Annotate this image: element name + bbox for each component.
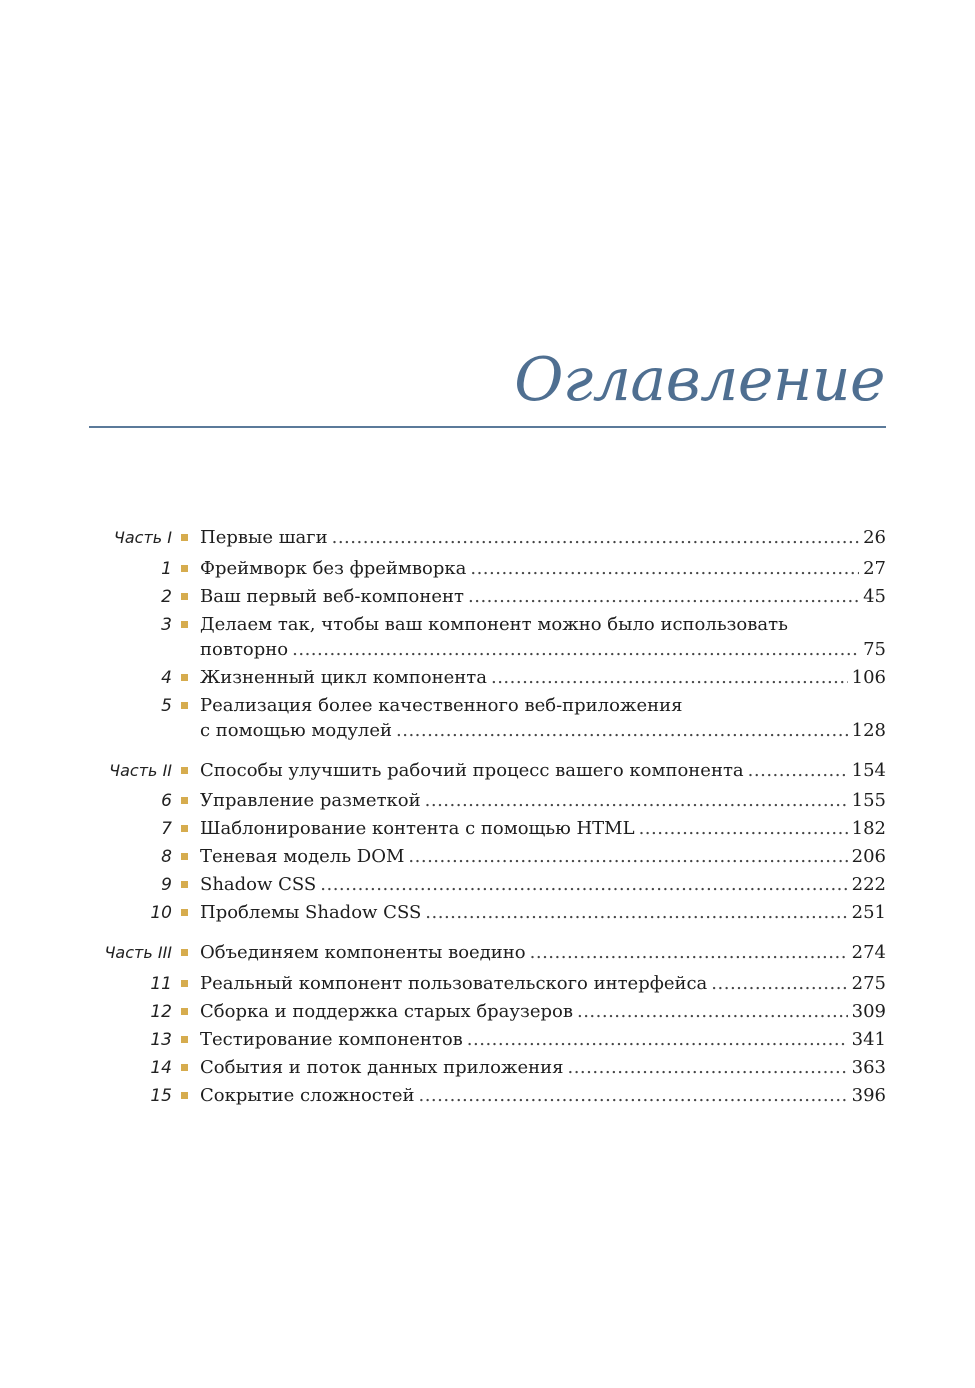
dot-leader — [530, 939, 848, 967]
entry-title: Ваш первый веб-компонент — [200, 586, 464, 607]
bullet-icon — [181, 1092, 188, 1099]
dot-leader — [468, 583, 859, 611]
entry-line — [200, 871, 886, 899]
entry-page: 341 — [851, 1029, 886, 1050]
entry-page: 182 — [851, 818, 886, 839]
toc-entry-chapter-7[interactable] — [0, 815, 975, 843]
entry-number: 14 — [150, 1058, 172, 1078]
bullet-icon — [181, 1064, 188, 1071]
entry-title: Сокрытие сложностей — [200, 1085, 415, 1106]
entry-page: 106 — [851, 667, 886, 688]
bullet-icon — [181, 565, 188, 572]
entry-line — [200, 1054, 886, 1082]
entry-line — [200, 899, 886, 927]
entry-number: 13 — [150, 1030, 172, 1050]
entry-number: Часть II — [109, 761, 172, 780]
bullet-icon — [181, 909, 188, 916]
entry-line — [200, 757, 886, 785]
entry-number: 8 — [161, 847, 172, 867]
dot-leader — [425, 787, 848, 815]
toc-entry-chapter-14[interactable] — [0, 1054, 975, 1082]
entry-number: 12 — [150, 1002, 172, 1022]
entry-page: 128 — [851, 720, 886, 741]
entry-page: 154 — [851, 760, 886, 781]
dot-leader — [491, 664, 848, 692]
entry-title: Теневая модель DOM — [200, 846, 405, 867]
bullet-icon — [181, 593, 188, 600]
toc-entry-chapter-10[interactable] — [0, 899, 975, 927]
entry-number: 10 — [150, 903, 172, 923]
entry-line — [200, 555, 886, 583]
entry-page: 75 — [863, 639, 886, 660]
bullet-icon — [181, 853, 188, 860]
bullet-icon — [181, 797, 188, 804]
entry-line — [200, 664, 886, 692]
toc-entry-chapter-2[interactable] — [0, 583, 975, 611]
dot-leader — [567, 1054, 847, 1082]
entry-number: 15 — [150, 1086, 172, 1106]
entry-page: 27 — [863, 558, 886, 579]
entry-title: Первые шаги — [200, 527, 328, 548]
bullet-icon — [181, 621, 188, 628]
entry-number: 7 — [161, 819, 172, 839]
entry-line — [200, 1026, 886, 1054]
bullet-icon — [181, 534, 188, 541]
page-title: Оглавление — [514, 345, 885, 415]
entry-title: Управление разметкой — [200, 790, 421, 811]
entry-page: 363 — [851, 1057, 886, 1078]
dot-leader — [577, 998, 848, 1026]
entry-title: Тестирование компонентов — [200, 1029, 463, 1050]
entry-page: 274 — [851, 942, 886, 963]
dot-leader — [470, 555, 859, 583]
entry-line — [200, 843, 886, 871]
entry-title: Объединяем компоненты воедино — [200, 942, 526, 963]
toc-entry-chapter-11[interactable] — [0, 970, 975, 998]
toc-entry-chapter-3[interactable] — [0, 611, 975, 639]
entry-page: 155 — [851, 790, 886, 811]
entry-title: Реальный компонент пользовательского интерфейса — [200, 973, 708, 994]
dot-leader — [711, 970, 847, 998]
bullet-icon — [181, 702, 188, 709]
entry-line — [200, 815, 886, 843]
dot-leader — [292, 636, 859, 664]
entry-title: Shadow CSS — [200, 874, 317, 895]
dot-leader — [639, 815, 848, 843]
entry-title: События и поток данных приложения — [200, 1057, 564, 1078]
entry-number: 11 — [150, 974, 172, 994]
toc-entry-chapter-3-cont[interactable] — [0, 636, 975, 664]
entry-number: 3 — [161, 615, 172, 635]
bullet-icon — [181, 881, 188, 888]
entry-page: 26 — [863, 527, 886, 548]
toc-entry-chapter-15[interactable] — [0, 1082, 975, 1110]
dot-leader — [418, 1082, 847, 1110]
entry-line — [200, 524, 886, 552]
bullet-icon — [181, 825, 188, 832]
entry-number: 2 — [161, 587, 172, 607]
toc-entry-part-1[interactable] — [0, 524, 975, 552]
entry-line — [200, 692, 886, 720]
entry-title: Шаблонирование контента с помощью HTML — [200, 818, 635, 839]
entry-page: 275 — [851, 973, 886, 994]
entry-line — [200, 611, 886, 639]
entry-number: Часть I — [113, 528, 172, 547]
entry-title: Реализация более качественного веб-приложения — [200, 695, 683, 716]
entry-title: Фреймворк без фреймворка — [200, 558, 467, 579]
entry-number: 1 — [161, 559, 172, 579]
bullet-icon — [181, 949, 188, 956]
toc-entry-chapter-12[interactable] — [0, 998, 975, 1026]
toc-entry-chapter-5[interactable] — [0, 692, 975, 720]
entry-title-cont: повторно — [200, 639, 289, 660]
toc-entry-chapter-4[interactable] — [0, 664, 975, 692]
entry-line — [200, 717, 886, 745]
dot-leader — [425, 899, 847, 927]
entry-number: 6 — [161, 791, 172, 811]
entry-title: Делаем так, чтобы ваш компонент можно было использовать — [200, 614, 788, 635]
entry-line — [200, 583, 886, 611]
toc-entry-chapter-1[interactable] — [0, 555, 975, 583]
entry-title: Жизненный цикл компонента — [200, 667, 487, 688]
bullet-icon — [181, 767, 188, 774]
dot-leader — [396, 717, 848, 745]
dot-leader — [467, 1026, 848, 1054]
entry-number: 9 — [161, 875, 172, 895]
entry-title: Проблемы Shadow CSS — [200, 902, 422, 923]
entry-line — [200, 998, 886, 1026]
entry-line — [200, 787, 886, 815]
dot-leader — [332, 524, 859, 552]
entry-page: 309 — [851, 1001, 886, 1022]
toc-entry-chapter-5-cont[interactable] — [0, 717, 975, 745]
entry-page: 206 — [851, 846, 886, 867]
entry-title-cont: с помощью модулей — [200, 720, 392, 741]
toc-entry-chapter-8[interactable] — [0, 843, 975, 871]
entry-line — [200, 636, 886, 664]
entry-title: Способы улучшить рабочий процесс вашего компонента — [200, 760, 744, 781]
dot-leader — [408, 843, 847, 871]
dot-leader — [748, 757, 848, 785]
entry-page: 45 — [863, 586, 886, 607]
bullet-icon — [181, 1036, 188, 1043]
dot-leader — [320, 871, 847, 899]
entry-line — [200, 939, 886, 967]
entry-number: Часть III — [104, 943, 172, 962]
entry-line — [200, 1082, 886, 1110]
entry-page: 251 — [851, 902, 886, 923]
entry-title: Сборка и поддержка старых браузеров — [200, 1001, 573, 1022]
toc-entry-chapter-13[interactable] — [0, 1026, 975, 1054]
entry-page: 396 — [851, 1085, 886, 1106]
toc-entry-chapter-6[interactable] — [0, 787, 975, 815]
entry-number: 5 — [161, 696, 172, 716]
toc-entry-chapter-9[interactable] — [0, 871, 975, 899]
toc-entry-part-2[interactable] — [0, 757, 975, 785]
bullet-icon — [181, 1008, 188, 1015]
entry-number: 4 — [161, 668, 172, 688]
entry-line — [200, 970, 886, 998]
toc-entry-part-3[interactable] — [0, 939, 975, 967]
bullet-icon — [181, 980, 188, 987]
bullet-icon — [181, 674, 188, 681]
entry-page: 222 — [851, 874, 886, 895]
